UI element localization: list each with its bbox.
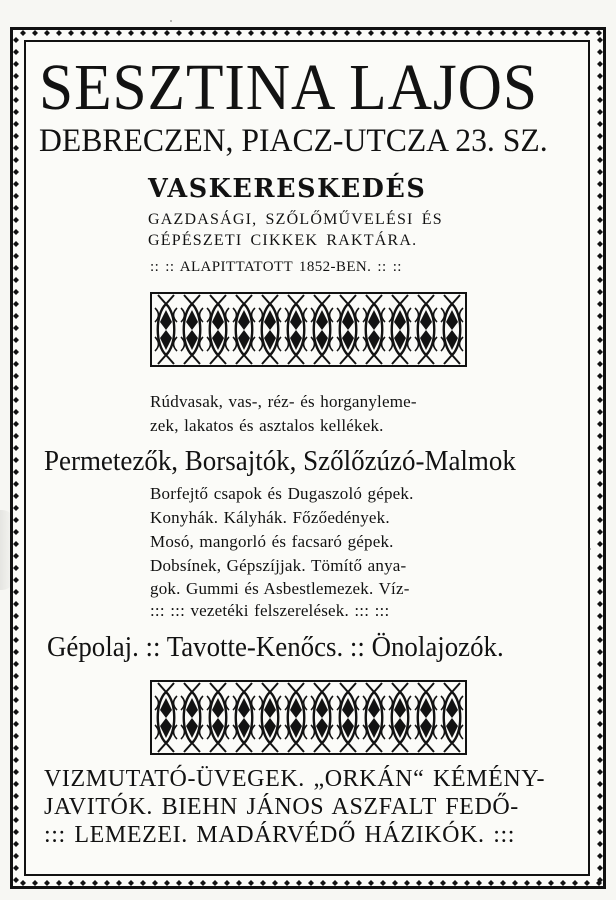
machine-list-line-2: Konyhák. Kályhák. Főzőedények. (150, 508, 390, 527)
ornament-diamond (186, 698, 198, 738)
store-address: DEBRECZEN, PIACZ-UTCZA 23. SZ. (39, 123, 548, 159)
machine-list-line-5: gok. Gummi és Asbestlemezek. Víz- (150, 579, 410, 598)
ornament-diamond (316, 698, 328, 738)
footer-line-2: JAVITÓK. BIEHN JÁNOS ASZFALT FEDŐ- (44, 794, 519, 820)
ornament-diamond (212, 698, 224, 738)
ornament-diamond (212, 310, 224, 350)
ornament-diamond (238, 698, 250, 738)
ornament-diamond (264, 310, 276, 350)
ornament-diamond (420, 310, 432, 350)
machine-list-line-1: Borfejtő csapok és Dugaszoló gépek. (150, 484, 414, 503)
ornament-diamond (160, 698, 172, 738)
print-speck (302, 703, 305, 706)
founded-line: :: :: ALAPITTATOTT 1852-BEN. :: :: (150, 259, 402, 275)
print-speck (170, 20, 172, 22)
ornament-diamond (446, 698, 458, 738)
ornament-diamond (238, 310, 250, 350)
bottom-ornament-strip (150, 680, 467, 755)
footer-line-1: VIZMUTATÓ-ÜVEGEK. „ORKÁN“ KÉMÉNY- (44, 766, 546, 792)
ornament-diamond (394, 310, 406, 350)
ornament-diamond (368, 310, 380, 350)
business-description-line-2: GÉPÉSZETI CIKKEK RAKTÁRA. (148, 232, 418, 249)
business-type-heading: VASKERESKEDÉS (148, 174, 427, 204)
ornament-diamond (368, 698, 380, 738)
ornament-diamond (342, 698, 354, 738)
hardware-description-line-1: Rúdvasak, vas-, réz- és horganyleme- (150, 392, 417, 411)
ornament-diamond (446, 310, 458, 350)
business-description-line-1: GAZDASÁGI, SZŐLŐMŰVELÉSI ÉS (148, 211, 443, 228)
lubricants-heading: Gépolaj. :: Tavotte-Kenőcs. :: Önolajozók. (47, 632, 504, 663)
ornament-diamond (264, 698, 276, 738)
machine-list-line-3: Mosó, mangorló és facsaró gépek. (150, 532, 394, 551)
print-speck (589, 548, 591, 550)
ornament-diamond (394, 698, 406, 738)
ornament-diamond (290, 698, 302, 738)
ornament-diamond (420, 698, 432, 738)
ornament-diamond (316, 310, 328, 350)
featured-products-heading: Permetezők, Borsajtók, Szőlőzúzó-Malmok (44, 445, 516, 477)
merchant-name-title: SESZTINA LAJOS (39, 51, 539, 124)
ornament-diamond (342, 310, 354, 350)
ornament-diamond (290, 310, 302, 350)
hardware-description-line-2: zek, lakatos és asztalos kellékek. (150, 416, 384, 435)
top-ornament-strip (150, 292, 467, 367)
machine-list-line-6: ::: ::: vezetéki felszerelések. ::: ::: (150, 601, 390, 620)
machine-list-line-4: Dobsínek, Gépszíjjak. Tömítő anya- (150, 556, 407, 575)
ornament-diamond (160, 310, 172, 350)
footer-line-3: ::: LEMEZEI. MADÁRVÉDŐ HÁZIKÓK. ::: (44, 822, 516, 848)
ornament-diamond (186, 310, 198, 350)
